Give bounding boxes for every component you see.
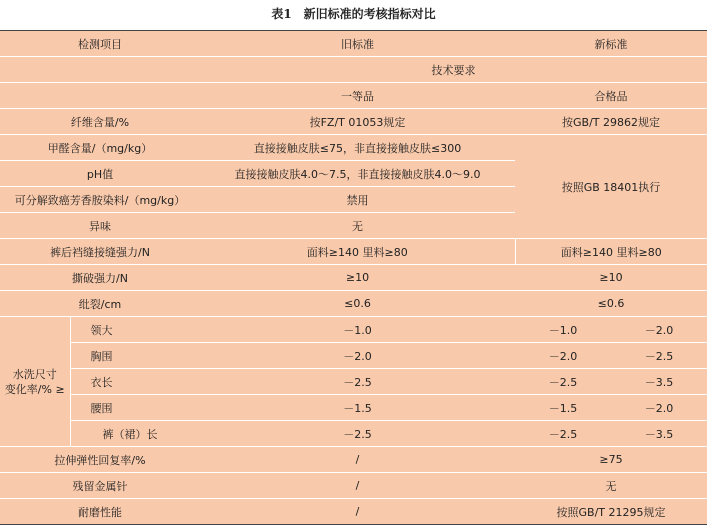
new-value: ≥75 (515, 447, 707, 473)
row-label: 拉伸弹性回复率/% (0, 447, 200, 473)
old-value: －2.5 (200, 369, 515, 395)
wash-row (0, 395, 707, 421)
header-item: 检测项目 (78, 37, 122, 51)
table-row (0, 109, 707, 135)
wash-item-label: 裤（裙）长 (70, 421, 200, 447)
old-value: －2.5 (200, 421, 515, 447)
old-value: 按FZ/T 01053规定 (200, 109, 515, 135)
wash-item-label: 领大 (70, 317, 200, 343)
tech-requirement-row (0, 57, 707, 83)
new-value-b: －2.0 (611, 395, 707, 421)
old-value: －2.0 (200, 343, 515, 369)
wash-group-label-line2: 变化率/% ≥ (4, 382, 65, 396)
table-row (0, 447, 707, 473)
new-value-b: －2.0 (611, 317, 707, 343)
new-value-a: －2.5 (515, 421, 611, 447)
new-value: ≤0.6 (515, 291, 707, 317)
header-row (0, 31, 707, 57)
new-value-b: －3.5 (611, 421, 707, 447)
table-row (0, 499, 707, 525)
old-value: 无 (200, 213, 515, 239)
new-grade: 合格品 (515, 83, 707, 109)
new-value: 无 (515, 473, 707, 499)
old-value: －1.5 (200, 395, 515, 421)
grade-row (0, 83, 707, 109)
new-value: ≥10 (515, 265, 707, 291)
old-value: / (200, 499, 515, 525)
wash-item-label: 衣长 (70, 369, 200, 395)
wash-row (0, 317, 707, 343)
row-label: 纰裂/cm (0, 291, 200, 317)
old-value: 禁用 (200, 187, 515, 213)
header-new-standard: 新标准 (594, 37, 628, 51)
row-label: 异味 (0, 213, 200, 239)
row-label: 残留金属针 (0, 473, 200, 499)
wash-row (0, 343, 707, 369)
wash-row (0, 369, 707, 395)
old-value: / (200, 473, 515, 499)
row-label: 可分解致癌芳香胺染料/（mg/kg） (0, 187, 200, 213)
comparison-table (0, 30, 707, 525)
row-label: 撕破强力/N (0, 265, 200, 291)
grade-empty (0, 83, 200, 109)
new-value-a: －1.0 (515, 317, 611, 343)
table-row (0, 265, 707, 291)
new-value-b: －2.5 (611, 343, 707, 369)
new-value-b: －3.5 (611, 369, 707, 395)
old-value: 面料≥140 里料≥80 (200, 239, 515, 265)
table-row (0, 135, 707, 161)
wash-row (0, 421, 707, 447)
old-value: 直接接触皮肤4.0～7.5，非直接接触皮肤4.0～9.0 (200, 161, 515, 187)
old-value: －1.0 (200, 317, 515, 343)
new-value: 面料≥140 里料≥80 (515, 239, 707, 265)
merged-new-value: 按照GB 18401执行 (515, 135, 707, 239)
new-value: 按GB/T 29862规定 (515, 109, 707, 135)
old-value: 直接接触皮肤≤75，非直接接触皮肤≤300 (200, 135, 515, 161)
table-row (0, 239, 707, 265)
row-label: 耐磨性能 (0, 499, 200, 525)
row-label: 裤后裆缝接缝强力/N (0, 239, 200, 265)
new-value-a: －1.5 (515, 395, 611, 421)
row-label: 纤维含量/% (0, 109, 200, 135)
new-value: 按照GB/T 21295规定 (515, 499, 707, 525)
old-value: / (200, 447, 515, 473)
row-label: 甲醛含量/（mg/kg） (0, 135, 200, 161)
new-value-a: －2.5 (515, 369, 611, 395)
wash-item-label: 腰围 (70, 395, 200, 421)
wash-group-label (0, 317, 70, 447)
old-value: ≤0.6 (200, 291, 515, 317)
wash-item-label: 胸围 (70, 343, 200, 369)
wash-group-label-line1: 水洗尺寸 (12, 367, 57, 381)
table-row (0, 473, 707, 499)
table-caption: 表1 新旧标准的考核指标对比 (271, 7, 436, 21)
new-value-a: －2.0 (515, 343, 611, 369)
table-row (0, 291, 707, 317)
old-grade: 一等品 (200, 83, 515, 109)
row-label: pH值 (0, 161, 200, 187)
header-old-standard: 旧标准 (341, 37, 374, 51)
tech-requirement-label: 技术要求 (0, 57, 707, 83)
old-value: ≥10 (200, 265, 515, 291)
